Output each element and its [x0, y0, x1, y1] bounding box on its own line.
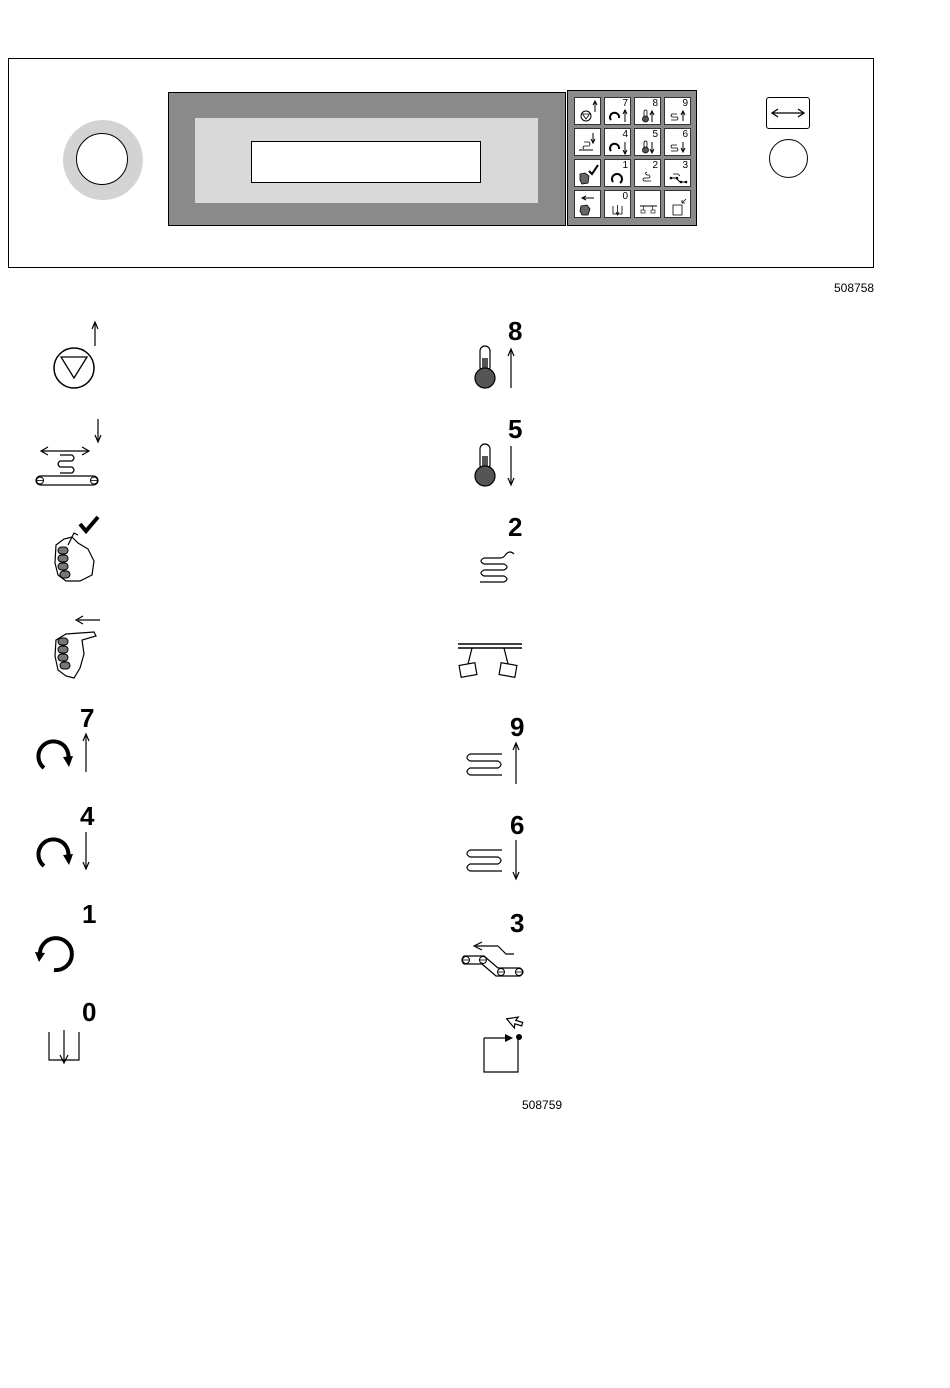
key-4[interactable] — [604, 128, 631, 156]
legend-number: 5 — [508, 414, 523, 444]
hand-ok-icon — [50, 515, 110, 587]
stop-up-icon — [575, 98, 602, 126]
hand-back-icon — [50, 612, 110, 684]
legend-number: 3 — [510, 908, 525, 938]
temp-up-icon — [470, 344, 530, 392]
figure-ref-legend: 508759 — [522, 1098, 563, 1112]
key-cursor[interactable] — [664, 190, 691, 218]
conveyor-back-icon — [456, 936, 532, 982]
key-number: 5 — [652, 129, 658, 140]
main-knob[interactable] — [76, 133, 128, 185]
key-0[interactable] — [604, 190, 631, 218]
key-conveyor-down[interactable] — [574, 128, 601, 156]
toggle-arrows-button[interactable] — [766, 97, 810, 129]
key-number: 3 — [682, 160, 688, 171]
key-hand-back[interactable] — [574, 190, 601, 218]
rotate-icon — [30, 926, 90, 976]
secondary-knob[interactable] — [769, 139, 808, 178]
conveyor-down-icon — [575, 129, 602, 157]
heat-up-icon — [665, 98, 692, 126]
key-3[interactable] — [664, 159, 691, 187]
key-stop-up[interactable] — [574, 97, 601, 125]
conveyor-down-icon — [30, 417, 110, 489]
steam-icon — [635, 160, 662, 188]
rotate-icon — [605, 160, 632, 188]
key-number: 9 — [682, 98, 688, 109]
key-7[interactable] — [604, 97, 631, 125]
lamps-icon — [635, 191, 662, 219]
key-6[interactable] — [664, 128, 691, 156]
legend-number: 6 — [510, 810, 525, 840]
legend-number: 0 — [82, 997, 97, 1027]
stop-up-icon — [50, 320, 110, 390]
keypad — [567, 90, 697, 226]
legend-number: 7 — [80, 703, 95, 733]
exit-icon — [605, 191, 632, 219]
heat-up-icon — [462, 740, 532, 788]
key-2[interactable] — [634, 159, 661, 187]
key-8[interactable] — [634, 97, 661, 125]
temp-up-icon — [635, 98, 662, 126]
cursor-icon — [665, 191, 692, 219]
key-number: 8 — [652, 98, 658, 109]
key-number: 0 — [622, 191, 628, 202]
lamps-icon — [456, 640, 526, 682]
legend-number: 9 — [510, 712, 525, 742]
cursor-icon — [476, 1004, 536, 1078]
legend-number: 1 — [82, 899, 97, 929]
heat-down-icon — [665, 129, 692, 157]
key-number: 6 — [682, 129, 688, 140]
hand-back-icon — [575, 191, 602, 219]
key-lamps[interactable] — [634, 190, 661, 218]
key-number: 2 — [652, 160, 658, 171]
rotate-down-icon — [605, 129, 632, 157]
display-screen — [251, 141, 481, 183]
key-9[interactable] — [664, 97, 691, 125]
key-5[interactable] — [634, 128, 661, 156]
temp-down-icon — [470, 442, 530, 490]
steam-icon — [474, 540, 524, 586]
key-hand-ok[interactable] — [574, 159, 601, 187]
figure-ref-panel: 508758 — [834, 281, 875, 295]
exit-icon — [44, 1026, 88, 1066]
key-number: 4 — [622, 129, 628, 140]
temp-down-icon — [635, 129, 662, 157]
legend-number: 8 — [508, 316, 523, 346]
hand-ok-icon — [575, 160, 602, 188]
rotate-up-icon — [30, 730, 100, 778]
legend-number: 4 — [80, 801, 95, 831]
key-1[interactable] — [604, 159, 631, 187]
heat-down-icon — [462, 838, 532, 886]
double-arrow-icon — [767, 98, 809, 128]
legend-number: 2 — [508, 512, 523, 542]
rotate-down-icon — [30, 828, 100, 876]
key-number: 7 — [622, 98, 628, 109]
conveyor-back-icon — [665, 160, 692, 188]
rotate-up-icon — [605, 98, 632, 126]
key-number: 1 — [622, 160, 628, 171]
